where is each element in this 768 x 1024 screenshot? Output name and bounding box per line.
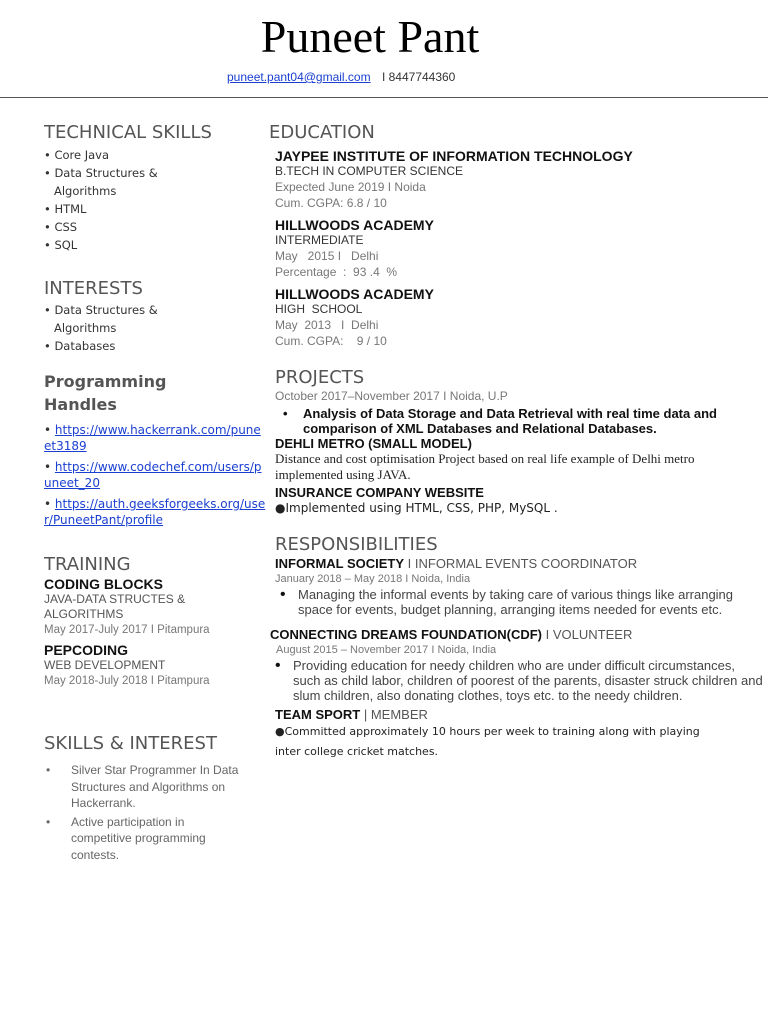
training-course: WEB DEVELOPMENT — [44, 657, 166, 672]
contact-line — [227, 70, 455, 84]
education-score: Cum. CGPA: 9 / 10 — [275, 333, 387, 348]
geeksforgeeks-link[interactable]: https://auth.geeksforgeeks.org/user/PuneetPant/profile — [44, 496, 266, 527]
phone-number: I 8447744360 — [381, 70, 456, 84]
technical-skills-list — [44, 146, 266, 254]
responsibility-title — [270, 627, 765, 642]
list-item: • HTML — [44, 200, 266, 218]
projects-heading: PROJECTS — [275, 366, 365, 388]
responsibility-description: ●Committed approximately 10 hours per week to training along with playing inter college cricket matches. — [275, 724, 700, 758]
list-item: • Core Java — [44, 146, 266, 164]
list-item: • Data Structures & Algorithms — [44, 301, 194, 337]
list-item — [44, 496, 266, 528]
degree: HIGH SCHOOL — [275, 301, 363, 316]
responsibility-title — [275, 556, 765, 571]
responsibility-org: INFORMAL SOCIETY — [275, 555, 405, 571]
right-column — [270, 122, 765, 762]
project-description: Distance and cost optimisation Project based on real life example of Delhi metro implemented using JAVA. — [275, 451, 695, 483]
degree: B.TECH IN COMPUTER SCIENCE — [275, 163, 464, 178]
education-score: Percentage : 93 .4 % — [275, 264, 398, 279]
responsibility-role: I VOLUNTEER — [542, 626, 633, 642]
interests-list — [44, 301, 266, 355]
education-entry — [275, 286, 765, 349]
list-item: • Data Structures & Algorithms — [44, 164, 194, 200]
responsibility-role: | MEMBER — [360, 706, 428, 722]
technical-skills-heading: TECHNICAL SKILLS — [44, 122, 212, 143]
projects-date: October 2017–November 2017 I Noida, U.P — [275, 389, 508, 404]
education-score: Cum. CGPA: 6.8 / 10 — [275, 195, 387, 210]
responsibility-org: CONNECTING DREAMS FOUNDATION(CDF) — [270, 626, 543, 642]
responsibility-org: TEAM SPORT — [275, 706, 361, 722]
training-entry — [44, 576, 266, 638]
training-meta: May 2018-July 2018 I Pitampura — [44, 674, 210, 687]
responsibilities-heading: RESPONSIBILITIES — [275, 534, 438, 556]
codechef-link[interactable]: https://www.codechef.com/users/puneet_20 — [44, 459, 262, 490]
project-xml-databases: • Analysis of Data Storage and Data Retrieval with real time data and comparison of XML Databases and Relational Databases. — [275, 406, 765, 436]
interests-heading: INTERESTS — [44, 277, 143, 299]
list-item — [44, 459, 266, 491]
responsibility-date: August 2015 – November 2017 I Noida, India — [276, 643, 497, 656]
project-title: INSURANCE COMPANY WEBSITE — [275, 485, 484, 501]
education-date: May 2013 I Delhi — [275, 317, 379, 332]
skills-interest-list — [44, 762, 266, 863]
education-entry — [275, 148, 765, 211]
education-date: May 2015 I Delhi — [275, 248, 379, 263]
training-course: JAVA-DATA STRUCTES & ALGORITHMS — [44, 591, 186, 621]
training-entry — [44, 642, 266, 689]
list-item: • CSS — [44, 218, 266, 236]
school-name: HILLWOODS ACADEMY — [275, 216, 434, 233]
handles-list — [44, 422, 266, 528]
training-org: CODING BLOCKS — [44, 575, 163, 592]
hackerrank-link[interactable]: https://www.hackerrank.com/puneet3189 — [44, 422, 261, 453]
responsibility-role: I INFORMAL EVENTS COORDINATOR — [404, 555, 638, 571]
training-heading: TRAINING — [44, 553, 131, 575]
programming-handles-heading: Programming Handles — [44, 372, 167, 414]
school-name: JAYPEE INSTITUTE OF INFORMATION TECHNOLOGY — [275, 147, 633, 164]
list-item: • SQL — [44, 236, 266, 254]
training-org: PEPCODING — [44, 641, 129, 658]
email-link[interactable]: puneet.pant04@gmail.com — [227, 70, 371, 84]
education-entry — [275, 217, 765, 280]
list-item: • Silver Star Programmer In Data Structures and Algorithms on Hackerrank. — [44, 762, 266, 812]
responsibility-description: • Managing the informal events by taking care of various things like arranging space for events, budget planning, arranging items needed for events etc. — [275, 587, 765, 617]
project-title: DEHLI METRO (SMALL MODEL) — [275, 436, 472, 452]
responsibility-description: • Providing education for needy children who are under difficult circumstances, such as child labor, children of poorest of the parents, disaster struck children and slum children, also donating clothes, toys etc. to the needy children. — [270, 658, 765, 703]
skills-interest-heading: SKILLS & INTEREST — [44, 732, 217, 754]
education-date: Expected June 2019 I Noida — [275, 179, 426, 194]
left-column — [44, 122, 266, 865]
school-name: HILLWOODS ACADEMY — [275, 285, 434, 302]
list-item — [44, 422, 266, 454]
list-item: • Active participation in competitive programming contests. — [44, 814, 266, 864]
resume-name: Puneet Pant — [260, 11, 480, 62]
responsibility-date: January 2018 – May 2018 I Noida, India — [275, 572, 471, 585]
education-heading: EDUCATION — [269, 122, 375, 143]
responsibility-title — [275, 707, 765, 722]
header-divider — [0, 97, 768, 98]
list-item: • Databases — [44, 337, 266, 355]
project-description: ●Implemented using HTML, CSS, PHP, MySQL . — [275, 501, 558, 516]
degree: INTERMEDIATE — [275, 232, 364, 247]
training-meta: May 2017-July 2017 I Pitampura — [44, 623, 210, 636]
